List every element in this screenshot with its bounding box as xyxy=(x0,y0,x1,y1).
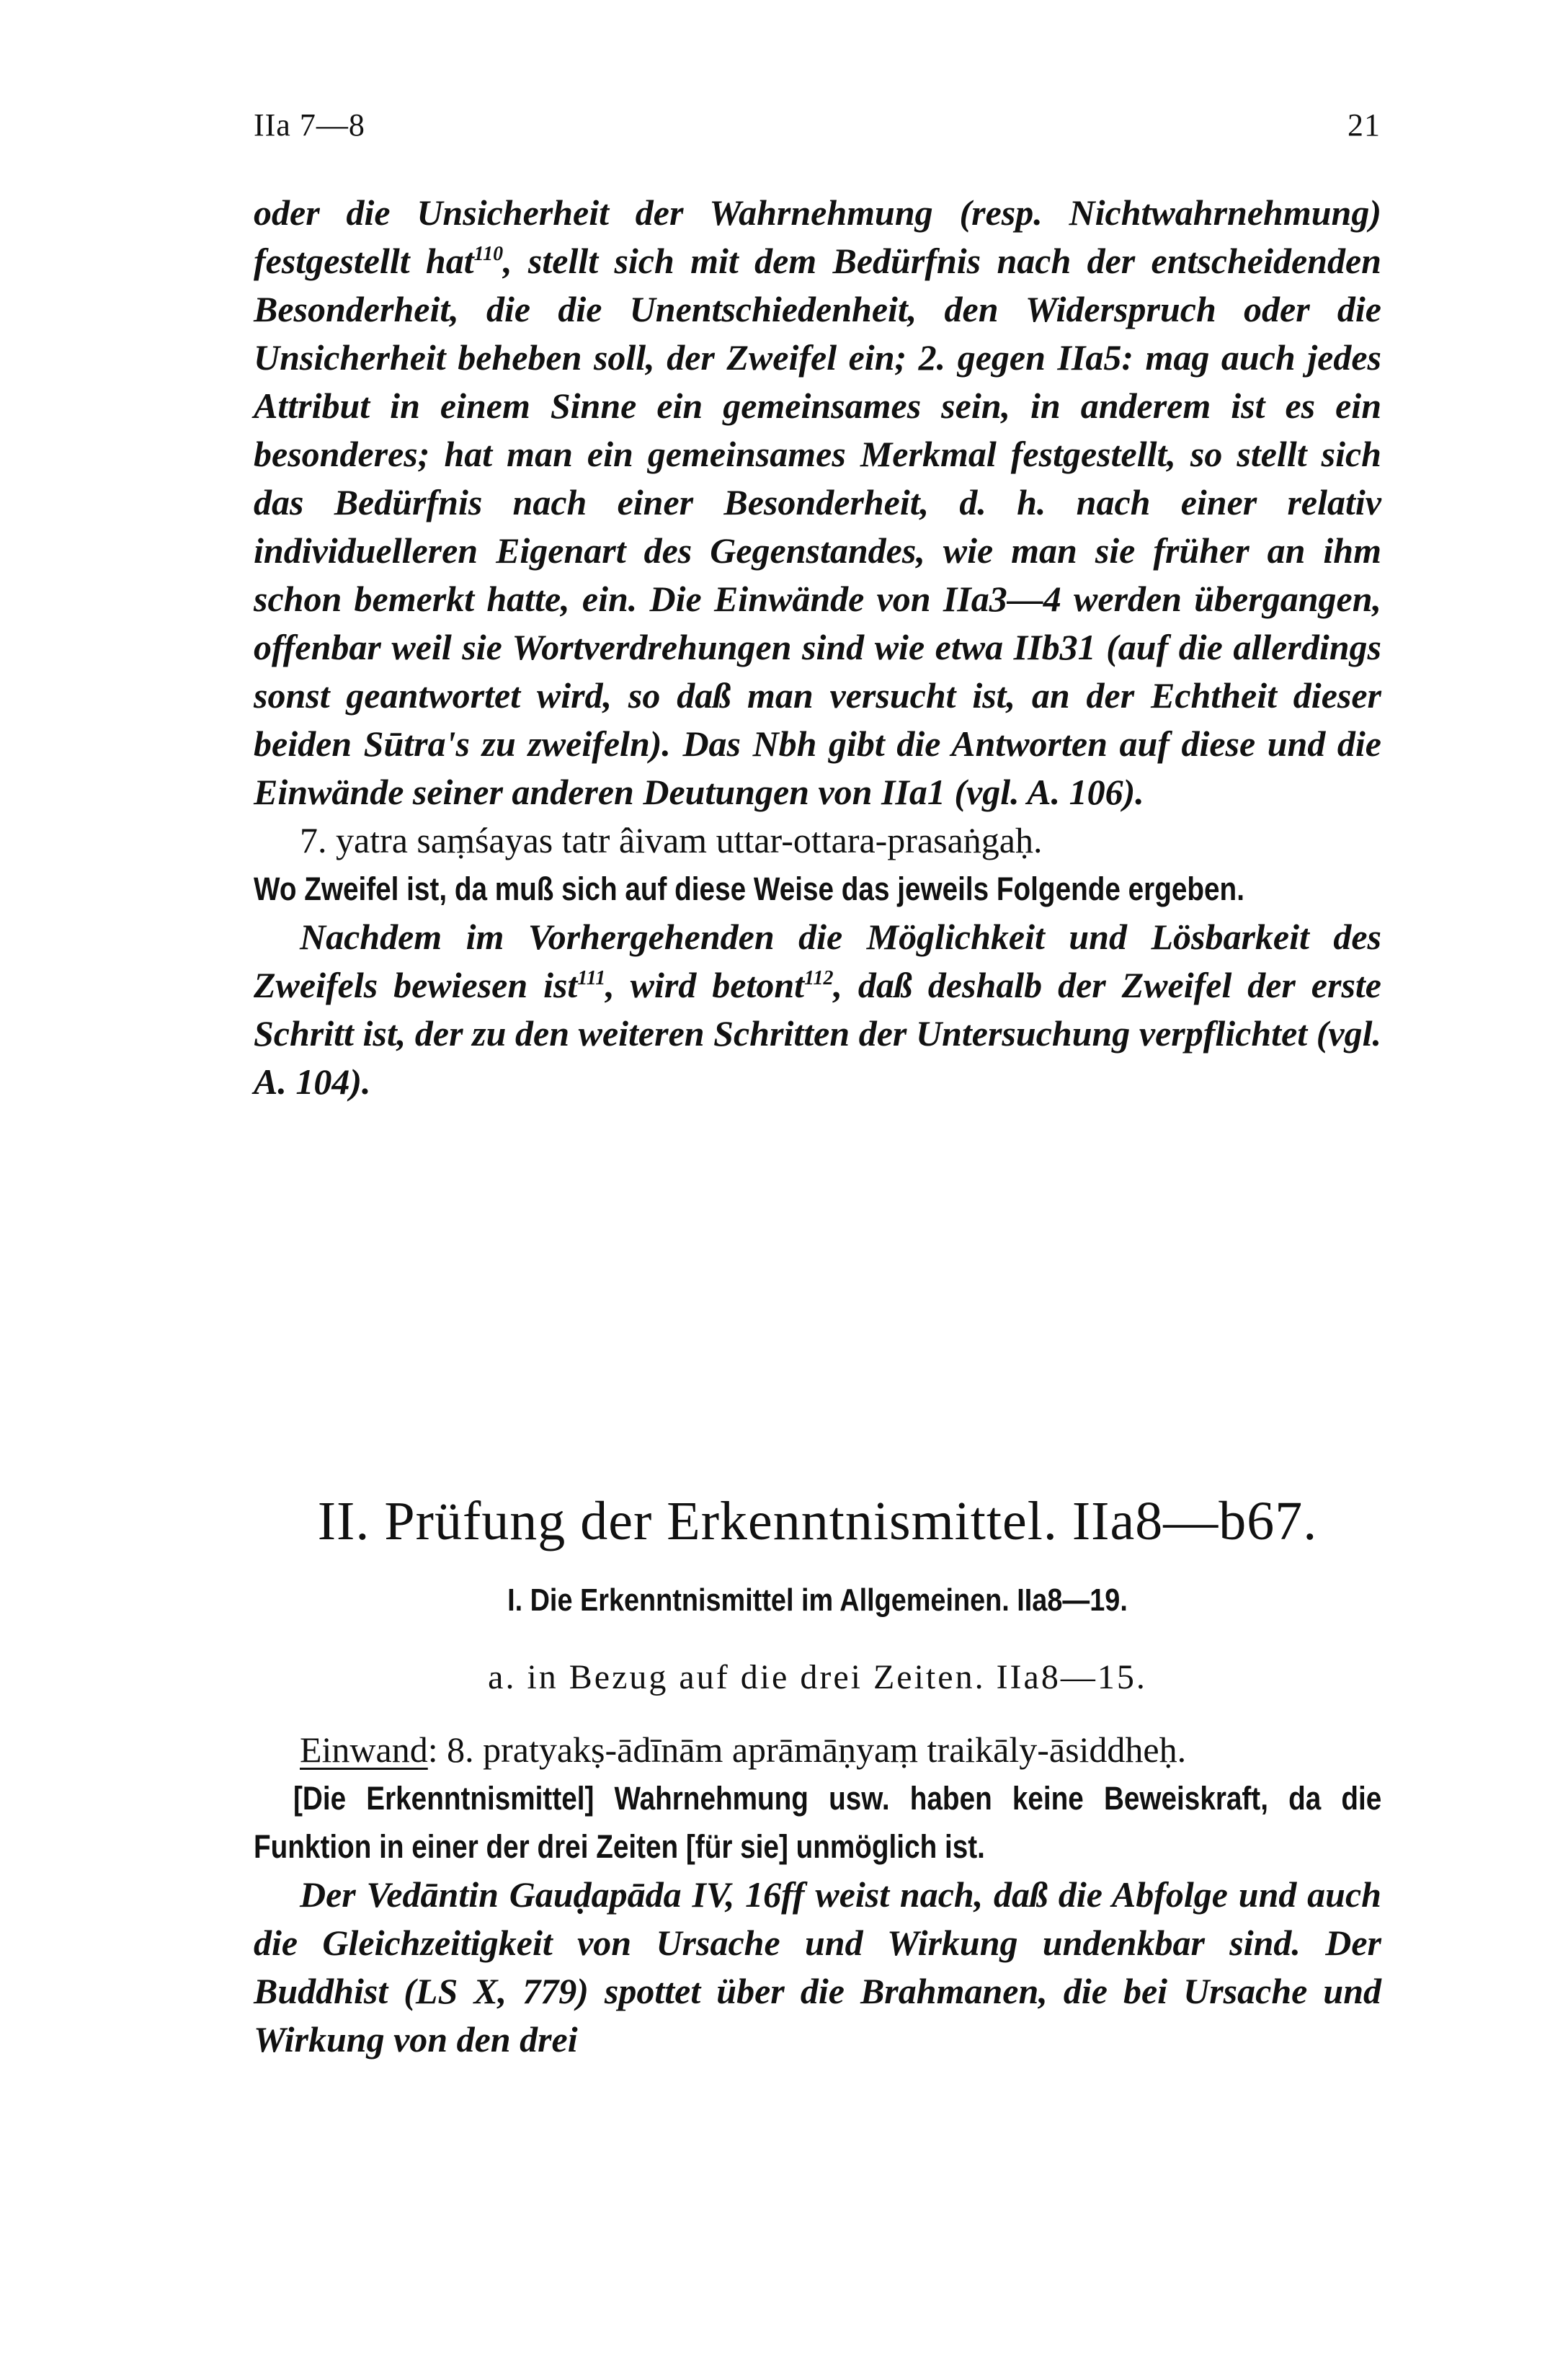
subsection-title: I. Die Erkenntnismittel im Allgemeinen. IIa8—19. xyxy=(507,1582,1128,1618)
running-head xyxy=(254,107,1381,150)
section-title: II. Prüfung der Erkenntnismittel. IIa8—b67. xyxy=(317,1491,1318,1551)
commentary-paragraph-2: Nachdem im Vorhergehenden die Möglichkeit und Lösbarkeit des Zweifels bewiesen ist$^{111}$, wird betont$^{112}$, daß deshalb der Zweifel der erste Schritt ist, der zu den weiteren Schritten der Untersuchung verpflichtet (vgl. A. 104). xyxy=(254,917,1381,1102)
footnote-ref-112: 112 xyxy=(804,967,834,989)
subsubsection-title: a. in Bezug auf die drei Zeiten. IIa8—15. xyxy=(488,1658,1147,1696)
sutra-8-translation: [Die Erkenntnismittel] Wahrnehmung usw. haben keine Beweiskraft, da die Funktion in einer der drei Zeiten [für sie] unmöglich ist. xyxy=(254,1780,1382,1865)
sutra-7-translation: Wo Zweifel ist, da muß sich auf diese Weise das jeweils Folgende ergeben. xyxy=(254,870,1244,907)
header-section-ref: IIa 7—8 xyxy=(254,107,365,143)
footnote-ref-110: 110 xyxy=(473,243,504,265)
page-number: 21 xyxy=(1348,107,1381,143)
main-text-block xyxy=(254,189,1381,1106)
commentary-paragraph-1: oder die Unsicherheit der Wahrnehmung (resp. Nichtwahrnehmung) festgestellt hat$^{110}$, stellt sich mit dem Bedürfnis nach der entscheidenden Besonderheit, die die Unentschiedenheit, den Widerspruch oder die Unsicherheit beheben soll, der Zweifel ein; 2. gegen IIa5: mag auch jedes Attribut in einem Sinne ein gemeinsames sein, in anderem ist es ein besonderes; hat man ein gemeinsames Merkmal festgestellt, so stellt sich das Bedürfnis nach einer Besonderheit, d. h. nach einer relativ individuelleren Eigenart des Gegenstandes, wie man sie früher an ihm schon bemerkt hatte, ein. Die Einwände von IIa3—4 werden übergangen, offenbar weil sie Wortverdrehungen sind wie etwa IIb31 (auf die allerdings sonst geantwortet wird, so daß man versucht ist, an der Echtheit dieser beiden Sūtra's zu zweifeln). Das Nbh gibt die Antworten auf diese und die Einwände seiner anderen Deutungen von IIa1 (vgl. A. 106). xyxy=(254,192,1381,812)
objection-label: Einwand xyxy=(300,1729,428,1770)
sutra-7: 7. yatra saṃśayas tatr âivam uttar-ottara-prasaṅgaḥ. xyxy=(300,820,1043,860)
commentary-paragraph-3: Der Vedāntin Gauḍapāda IV, 16ff weist nach, daß die Abfolge und auch die Gleichzeitigkeit von Ursache und Wirkung undenkbar sind. Der Buddhist (LS X, 779) spottet über die Brahmanen, die bei Ursache und Wirkung von den drei xyxy=(254,1874,1381,2060)
lower-text-block xyxy=(254,1726,1381,2064)
sutra-8: Einwand: 8. pratyakṣ-ādīnām aprāmāṇyaṃ traikāly-āsiddheḥ. xyxy=(300,1729,1187,1770)
footnote-ref-111: 111 xyxy=(577,967,606,989)
